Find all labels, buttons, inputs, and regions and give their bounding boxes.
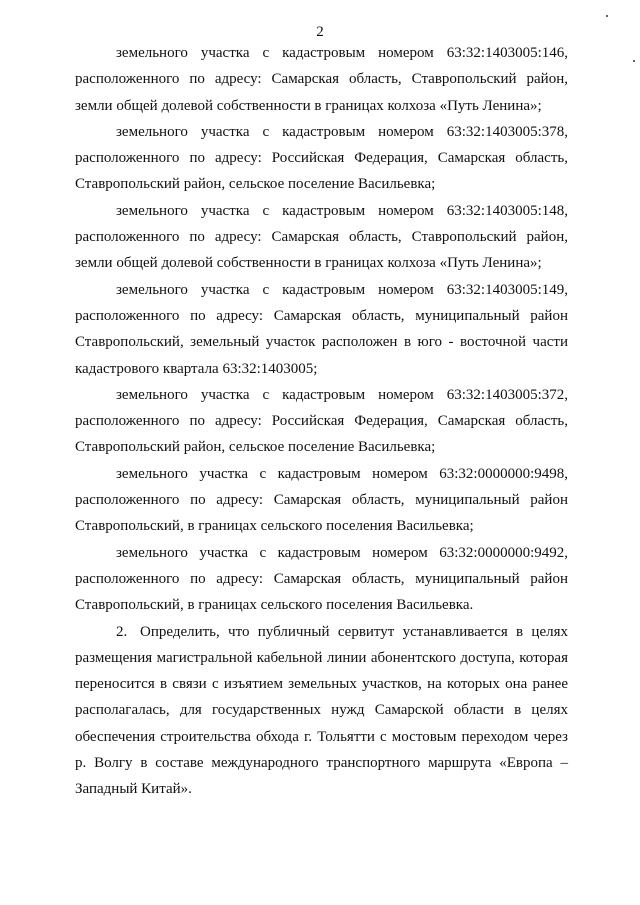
- paragraph-land-plot-148: земельного участка с кадастровым номером 63:32:1403005:148, расположенного по адресу: Самарская область, Ставропольский район, земли общей долевой собственности в границах колхоза «Путь Ленина»;: [75, 202, 568, 272]
- scan-speck: [633, 60, 635, 62]
- document-body: [75, 40, 568, 803]
- paragraph-land-plot-149: земельного участка с кадастровым номером 63:32:1403005:149, расположенного по адресу: Самарская область, муниципальный район Ставропольский, земельный участок расположен в юго - восточной части кадастрового квартала 63:32:1403005;: [75, 281, 568, 377]
- item-text: Определить, что публичный сервитут устанавливается в целях размещения магистральной кабельной линии абонентского доступа, которая переносится в связи с изъятием земельных участков, на которых она ранее располагалась, для государственных нужд Самарской области в целях обеспечения строительства обхода г. Тольятти с мостовым переходом через р. Волгу в составе международного транспортного маршрута «Европа – Западный Китай».: [75, 623, 568, 798]
- scan-speck: [606, 15, 608, 17]
- page-number: 2: [316, 24, 324, 40]
- paragraph-land-plot-9498: земельного участка с кадастровым номером 63:32:0000000:9498, расположенного по адресу: Самарская область, муниципальный район Ставропольский, в границах сельского поселения Васильевка;: [75, 465, 568, 535]
- item-number: 2.: [116, 623, 128, 640]
- paragraph-land-plot-372: земельного участка с кадастровым номером 63:32:1403005:372, расположенного по адресу: Российская Федерация, Самарская область, Ставропольский район, сельское поселение Васильевка;: [75, 386, 568, 456]
- paragraph-land-plot-9492: земельного участка с кадастровым номером 63:32:0000000:9492, расположенного по адресу: Самарская область, муниципальный район Ставропольский, в границах сельского поселения Васильевка.: [75, 544, 568, 614]
- paragraph-land-plot-378: земельного участка с кадастровым номером 63:32:1403005:378, расположенного по адресу: Российская Федерация, Самарская область, Ставропольский район, сельское поселение Васильевка;: [75, 123, 568, 193]
- paragraph-item-2: [75, 619, 568, 803]
- paragraph-land-plot-146: земельного участка с кадастровым номером 63:32:1403005:146, расположенного по адресу: Самарская область, Ставропольский район, земли общей долевой собственности в границах колхоза «Путь Ленина»;: [75, 45, 568, 114]
